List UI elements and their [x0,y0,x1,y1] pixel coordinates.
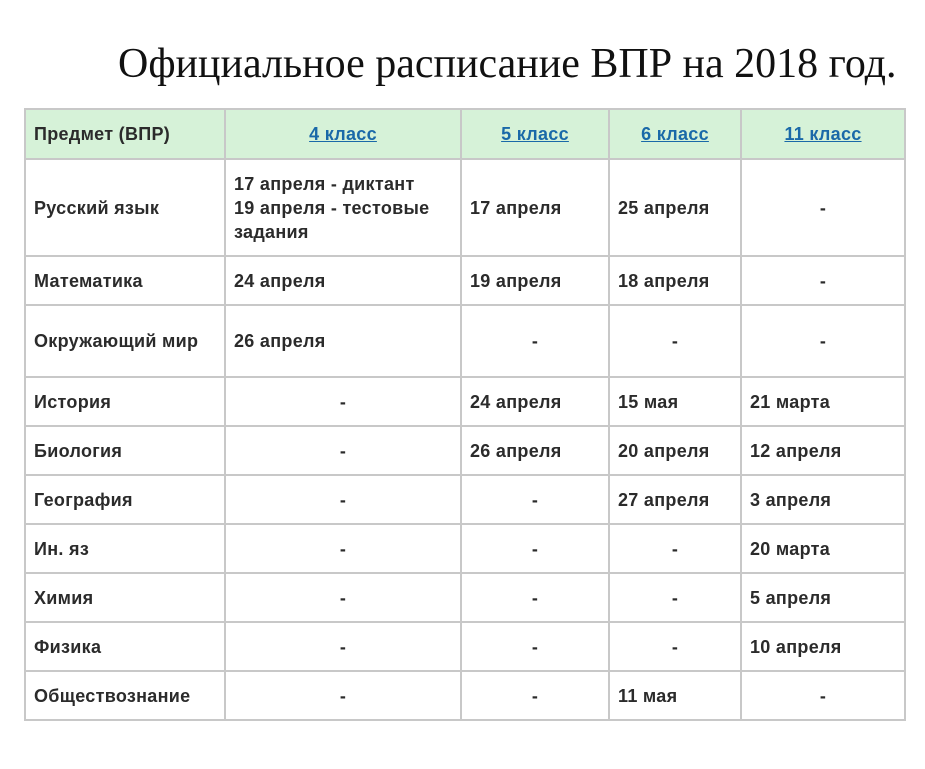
header-grade-6[interactable] [609,109,741,159]
grade-11-cell: - [741,256,905,305]
grade-4-cell: - [225,524,461,573]
header-grade-5[interactable] [461,109,609,159]
grade-11-cell: 3 апреля [741,475,905,524]
subject-cell: Обществознание [25,671,225,720]
grade-4-cell: 24 апреля [225,256,461,305]
grade-4-cell: - [225,426,461,475]
grade-5-cell: - [461,573,609,622]
grade-5-cell: - [461,671,609,720]
table-row [25,524,905,573]
subject-cell: Окружающий мир [25,305,225,377]
table-row [25,475,905,524]
subject-cell: Химия [25,573,225,622]
grade-4-link[interactable]: 4 класс [309,123,377,144]
subject-cell: Физика [25,622,225,671]
grade-6-cell: 11 мая [609,671,741,720]
subject-cell: География [25,475,225,524]
grade-5-cell: - [461,475,609,524]
table-body [25,159,905,720]
grade-6-cell: - [609,573,741,622]
header-grade-4[interactable] [225,109,461,159]
grade-5-cell: 24 апреля [461,377,609,426]
subject-cell: Биология [25,426,225,475]
table-row [25,671,905,720]
grade-5-cell: 26 апреля [461,426,609,475]
table-row [25,622,905,671]
page-title: Официальное расписание ВПР на 2018 год. [118,41,897,87]
table-row [25,159,905,256]
subject-cell: Ин. яз [25,524,225,573]
grade-11-cell: - [741,159,905,256]
grade-11-cell: 5 апреля [741,573,905,622]
grade-6-cell: 20 апреля [609,426,741,475]
grade-4-cell: - [225,622,461,671]
grade-11-cell: 21 марта [741,377,905,426]
grade-6-cell: 25 апреля [609,159,741,256]
grade-11-cell: - [741,305,905,377]
header-grade-11[interactable] [741,109,905,159]
header-subject: Предмет (ВПР) [25,109,225,159]
grade-5-link[interactable]: 5 класс [501,123,569,144]
schedule-table [24,108,906,721]
grade-6-cell: 15 мая [609,377,741,426]
grade-4-cell: - [225,671,461,720]
grade-5-cell: 17 апреля [461,159,609,256]
table-row [25,305,905,377]
grade-6-cell: - [609,305,741,377]
grade-6-cell: 18 апреля [609,256,741,305]
grade-11-cell: 10 апреля [741,622,905,671]
grade-11-cell: 12 апреля [741,426,905,475]
table-row [25,573,905,622]
table-header-row [25,109,905,159]
table-row [25,426,905,475]
subject-cell: История [25,377,225,426]
grade-6-cell: - [609,524,741,573]
grade-5-cell: 19 апреля [461,256,609,305]
grade-5-cell: - [461,305,609,377]
subject-cell: Русский язык [25,159,225,256]
grade-4-cell: - [225,377,461,426]
table-row [25,377,905,426]
grade-6-cell: - [609,622,741,671]
grade-5-cell: - [461,524,609,573]
grade-4-cell: - [225,475,461,524]
subject-cell: Математика [25,256,225,305]
grade-4-cell: 26 апреля [225,305,461,377]
grade-11-cell: 20 марта [741,524,905,573]
grade-4-cell: 17 апреля - диктант 19 апреля - тестовые задания [225,159,461,256]
grade-5-cell: - [461,622,609,671]
grade-11-link[interactable]: 11 класс [784,123,862,144]
table-row [25,256,905,305]
grade-6-link[interactable]: 6 класс [641,123,709,144]
grade-11-cell: - [741,671,905,720]
grade-6-cell: 27 апреля [609,475,741,524]
grade-4-cell: - [225,573,461,622]
